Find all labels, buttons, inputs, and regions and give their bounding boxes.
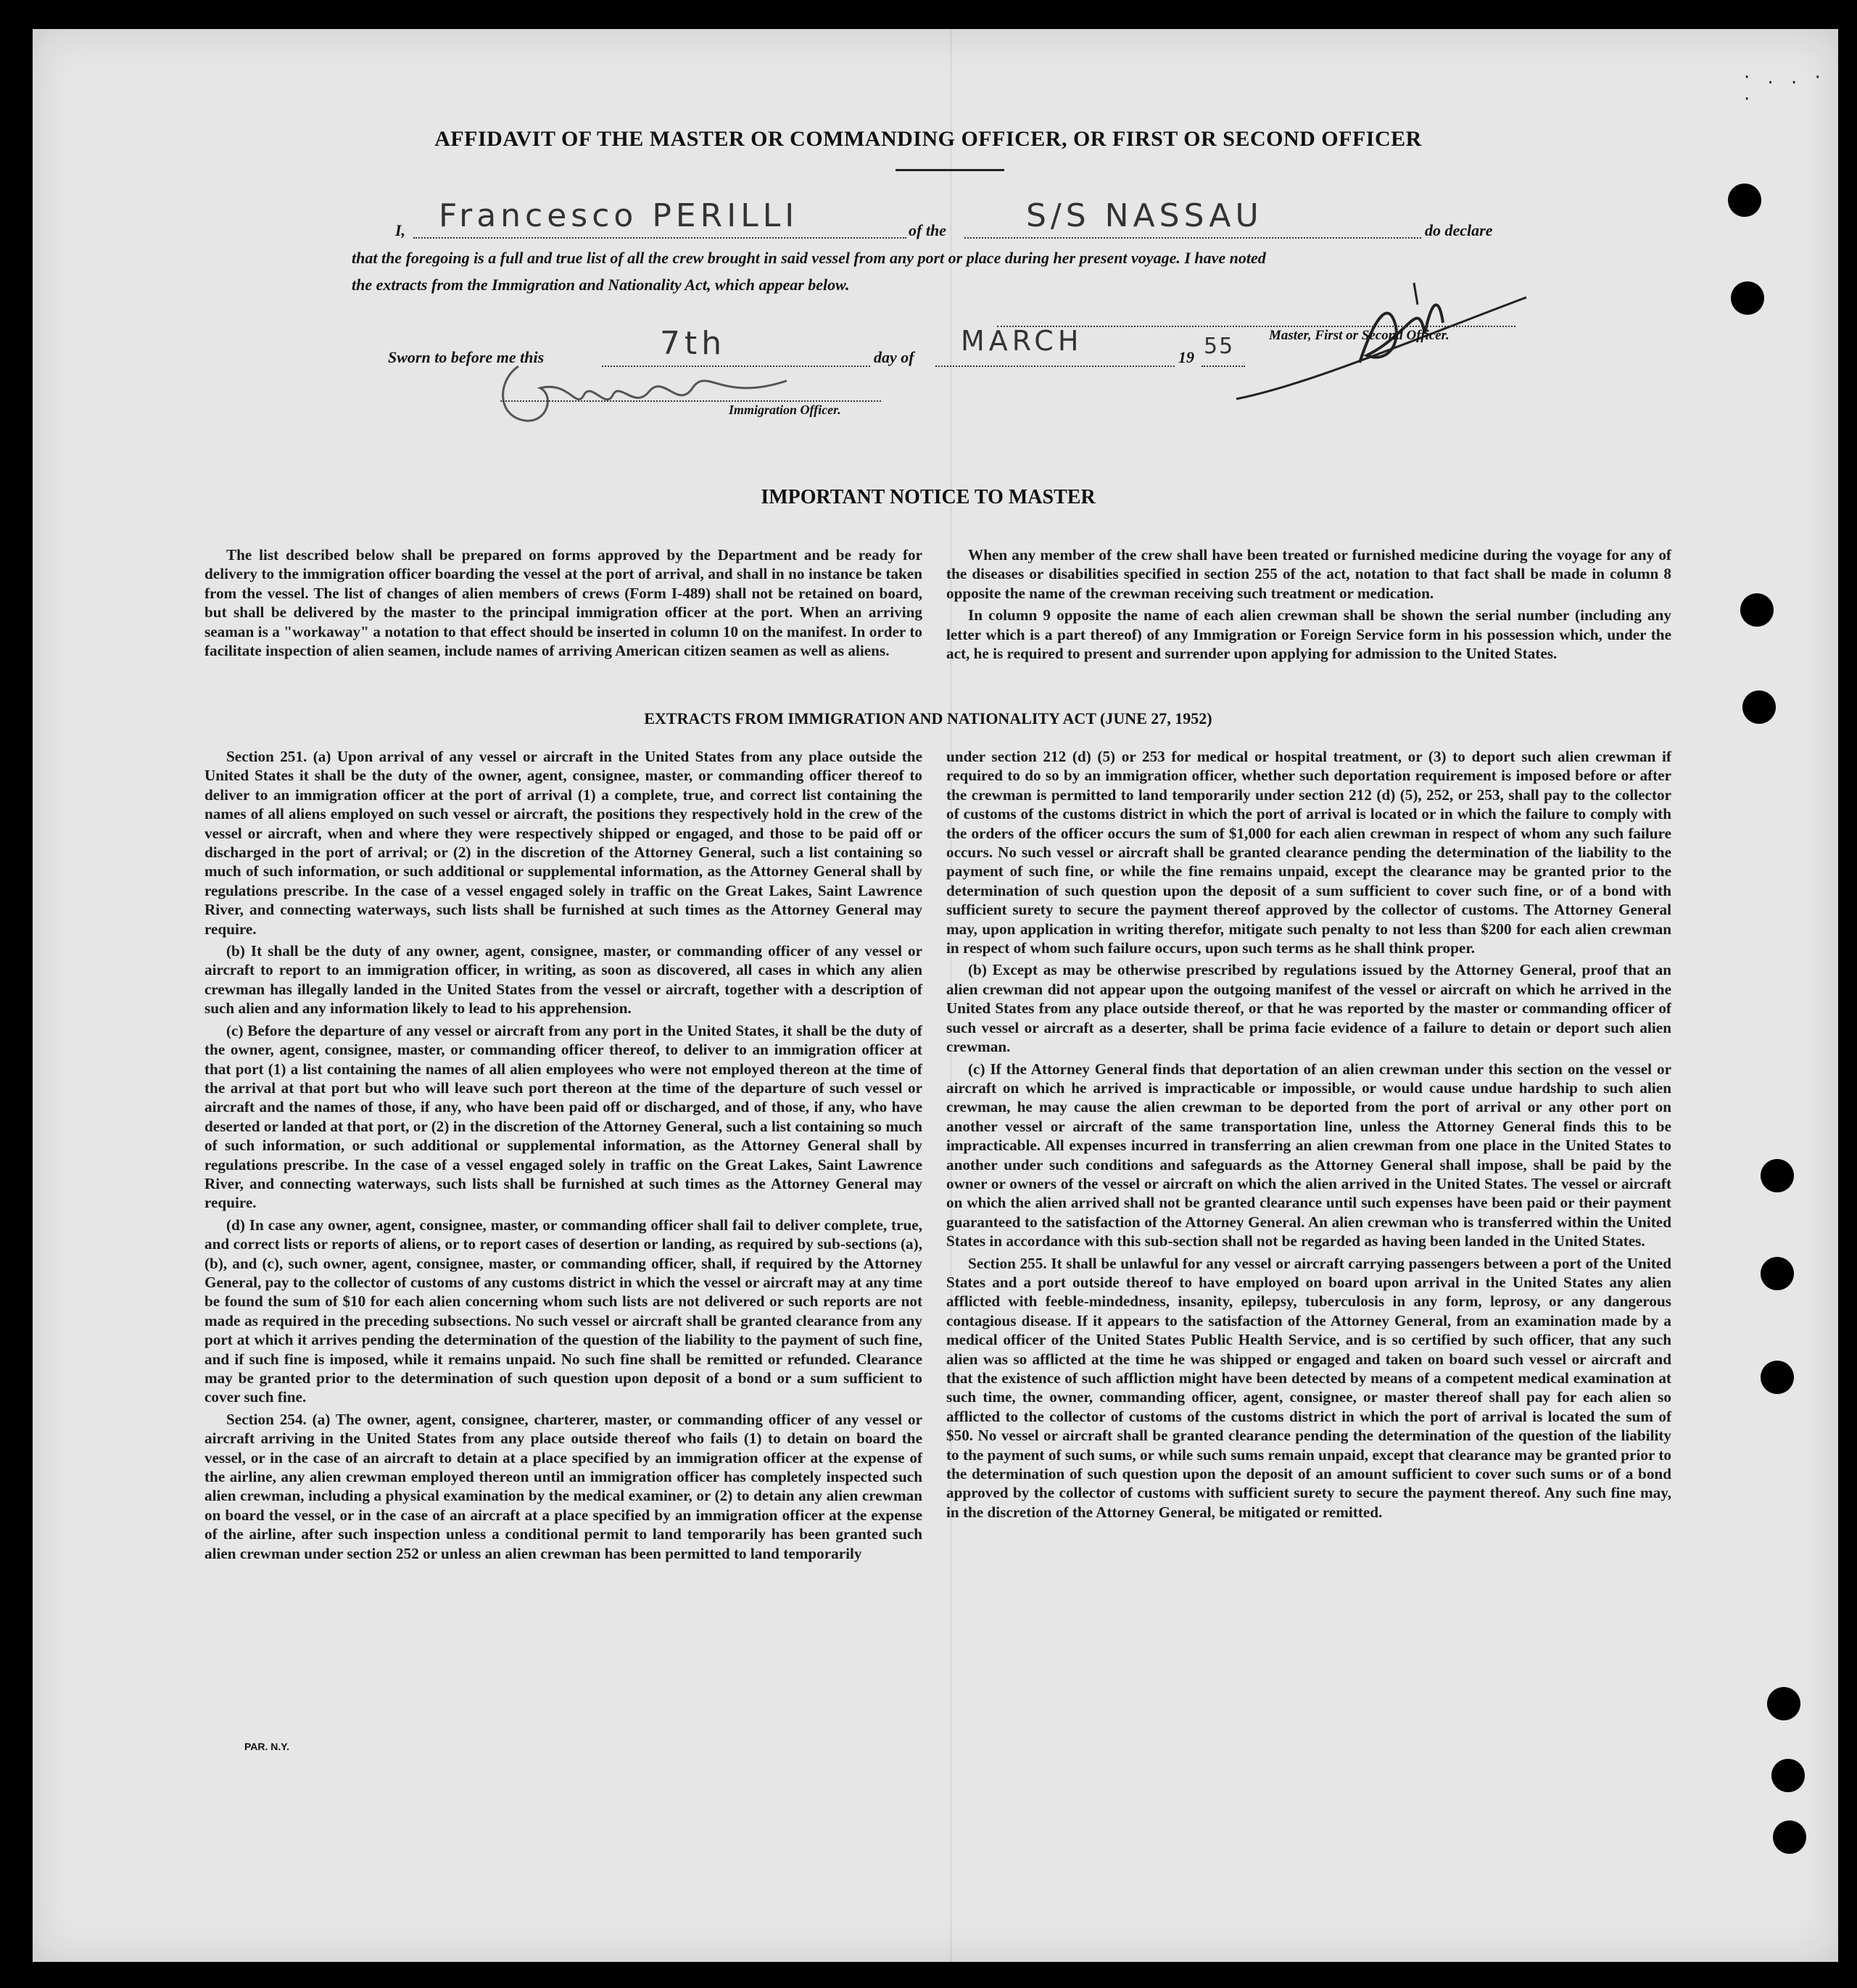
binder-hole xyxy=(1728,183,1761,217)
notice-right-paragraph-1: When any member of the crew shall have been treated or furnished medicine during the voyage for any of the diseases or disabilities specified in section 255 of the act, notation to that fact shall be made in column 8 opposite the name of the crewman receiving such treatment or medication. xyxy=(946,546,1671,602)
section-251b: (b) It shall be the duty of any owner, agent, consignee, master, or commanding officer of any vessel or aircraft to report to an immigration officer, in writing, as soon as discovered, all cases in which any alien crewman has illegally landed in the United States from the vessel or aircraft, together with a description of such alien and any information likely to lead to his apprehension. xyxy=(204,942,922,1018)
extracts-title: EXTRACTS FROM IMMIGRATION AND NATIONALITY ACT (JUNE 27, 1952) xyxy=(644,709,1212,727)
statement-line-2: the extracts from the Immigration and Nationality Act, which appear below. xyxy=(352,276,850,294)
section-251d: (d) In case any owner, agent, consignee, master, or commanding officer shall fail to deliver complete, true, and correct lists or reports of aliens, or to report cases of desertion or landing, as required by sub-sections (a), (b), and (c), such owner, agent, consignee, master, or commanding officer, shall, if required by the Attorney General, pay to the collector of customs of any customs district in which the vessel or aircraft may at any time be found the sum of $10 for each alien concerning whom such lists are not delivered or such reports are not made as required in the preceding subsections. No such vessel or aircraft shall be granted clearance from any port at which it arrives pending the determination of the question of the liability to the payment of such fine, and if such fine is imposed, while it remains unpaid. No such fine shall be remitted or refunded. Clearance may be granted prior to the determination of such question upon deposit of a bond or a sum sufficient to cover such fine. xyxy=(204,1216,922,1406)
section-254a: Section 254. (a) The owner, agent, consignee, charterer, master, or commanding officer of any vessel or aircraft arriving in the United States from any place outside thereof who fails (1) to detain on board the vessel, or in the case of an aircraft to detain at a place specified by an immigration officer at the expense of the airline, any alien crewman employed thereon until an immigration officer has completely inspected such alien crewman, including a physical examination by the medical examiner, or (2) to detain any alien crewman on board the vessel, or in the case of an aircraft at a place specified by an immigration officer at the expense of the airline, after such inspection unless a conditional permit to land temporarily has been granted such alien crewman under section 252 or unless an alien crewman has been permitted to land temporarily xyxy=(204,1410,922,1562)
binder-hole xyxy=(1761,1159,1794,1192)
binder-hole xyxy=(1740,593,1774,627)
margin-specks: · . . · · xyxy=(1744,67,1827,110)
do-declare-label: do declare xyxy=(1425,221,1493,239)
binder-hole xyxy=(1761,1257,1794,1290)
year-dotted-line xyxy=(1202,364,1245,367)
section-251a: Section 251. (a) Upon arrival of any vessel or aircraft in the United States from any place outside the United States it shall be the duty of the owner, agent, consignee, master, or commanding officer thereof to deliver to an immigration officer at the port of arrival (1) a complete, true, and correct list containing the names of all aliens employed on such vessel or aircraft, the positions they respectively hold in the crew of the vessel or aircraft, when and where they were respectively shipped or engaged, and those to be paid off or discharged in the port of arrival; or (2) in the discretion of the Attorney General, such a list containing so much of such information, or such additional or supplemental information, as the Attorney General shall by regulations prescribe. In the case of a vessel engaged solely in traffic on the Great Lakes, Saint Lawrence River, and connecting waterways, such lists shall be furnished at such times as the Attorney General may require. xyxy=(204,748,922,938)
binder-hole xyxy=(1761,1361,1794,1394)
month-dotted-line xyxy=(935,364,1175,367)
binder-hole xyxy=(1767,1687,1800,1720)
section-255: Section 255. It shall be unlawful for any vessel or aircraft carrying passengers between a port of the United States and a port outside thereof to have employed on board upon arrival in the United States any alien afflicted with feeble-mindedness, insanity, epilepsy, tuberculosis in any form, leprosy, or any dangerous contagious disease. If it appears to the satisfaction of the Attorney General, from an examination made by a medical officer of the United States Public Health Service, and is so certified by such officer, that any such alien was so afflicted at the time he was shipped or engaged and taken on board such vessel or aircraft and that the existence of such affliction might have been detected by means of a competent medical examination at such time, the owner, commanding officer, agent, consignee, or master thereof shall pay for each alien so afflicted to the collector of customs of the customs district in which the port of arrival is located the sum of $50. No vessel or aircraft shall be granted clearance pending the determination of the question of the liability to the payment of such sums, or while such sums remain unpaid, except that clearance may be granted prior to the determination of such question upon the deposit of an amount sufficient to cover such sums or of a bond approved by the collector of customs with sufficient surety to secure the payment thereof. Any such fine may, in the discretion of the Attorney General, be mitigated or remitted. xyxy=(946,1254,1671,1521)
section-251c: (c) Before the departure of any vessel or aircraft from any port in the United States, it shall be the duty of the owner, agent, consignee, master, or commanding officer thereof, to deliver to an immigration officer at that port (1) a list containing the names of all alien employees who were not employed thereon at the time of the arrival at that port but who will leave such port thereon at the time of the departure of such vessel or aircraft and the names of those, if any, who have been paid off or discharged, and of those, if any, who have deserted or landed at that port, or (2) in the discretion of the Attorney General, such a list containing so much of such information, or such additional or supplemental information, as the Attorney General shall by regulations prescribe. In the case of a vessel engaged solely in traffic on the Great Lakes, Saint Lawrence River, and connecting waterways, such lists shall be furnished at such times as the Attorney General may require. xyxy=(204,1021,922,1212)
sworn-label: Sworn to before me this xyxy=(388,348,545,366)
title-rule xyxy=(896,169,1004,171)
of-the-label: of the xyxy=(909,221,946,239)
day-handwritten: 7th xyxy=(660,325,727,362)
immigration-officer-signature xyxy=(489,352,794,432)
notice-left-paragraph: The list described below shall be prepared on forms approved by the Department and be ready for delivery to the immigration officer boarding the vessel at the port of arrival, and shall in no instance be taken from the vessel. The list of changes of alien members of crews (Form I-489) shall not be retained on board, but shall be delivered by the master to the principal immigration officer at the port. When an arriving seaman is a "workaway" a notation to that effect should be inserted in column 10 on the manifest. In order to facilitate inspection of alien seamen, include names of arriving American citizen seamen as well as aliens. xyxy=(204,546,922,660)
section-254c: (c) If the Attorney General finds that deportation of an alien crewman under this section on the vessel or aircraft on which he arrived is impracticable or impossible, or would cause undue hardship to such alien crewman, he may cause the alien crewman to be deported from the port of arrival or any other port on another vessel or aircraft of the same transportation line, unless the Attorney General finds this to be impracticable. All expenses incurred in transferring an alien crewman from one place in the United States to another under such conditions and safeguards as the Attorney General shall impose, shall be paid by the owner or owners of the vessel or aircraft on which the alien arrived in the United States. The vessel or aircraft on which the alien arrived shall not be granted clearance until such expenses have been paid or their payment guaranteed to the satisfaction of the Attorney General. An alien crewman who is transferred within the United States in accordance with this sub-section shall not be regarded as having been landed in the United States. xyxy=(946,1060,1671,1250)
vessel-handwritten: S/S NASSAU xyxy=(1026,197,1263,234)
document-page xyxy=(33,29,1838,1962)
month-handwritten: MARCH xyxy=(961,325,1083,357)
name-dotted-line xyxy=(413,236,906,239)
i-label: I, xyxy=(395,221,406,239)
extracts-right-column xyxy=(946,747,1671,1525)
binder-hole xyxy=(1742,690,1776,724)
officer-signature-line xyxy=(500,399,881,402)
printer-mark: PAR. N.Y. xyxy=(244,1741,289,1752)
statement-line-1: that the foregoing is a full and true list of all the crew brought in said vessel from any port or place during her present voyage. I have noted xyxy=(352,249,1266,267)
year-handwritten: 55 xyxy=(1204,334,1235,359)
binder-hole xyxy=(1771,1759,1805,1792)
binder-hole xyxy=(1731,281,1764,315)
notice-right-column xyxy=(946,545,1671,666)
affidavit-title: AFFIDAVIT OF THE MASTER OR COMMANDING OFFICER, OR FIRST OR SECOND OFFICER xyxy=(434,127,1422,151)
officer-caption: Immigration Officer. xyxy=(729,403,841,417)
notice-right-paragraph-2: In column 9 opposite the name of each alien crewman shall be shown the serial number (including any letter which is a part thereof) of any Immigration or Foreign Service form in his possession which, under the act, he is required to present and surrender upon applying for admission to the United States. xyxy=(946,606,1671,663)
notice-title: IMPORTANT NOTICE TO MASTER xyxy=(761,486,1096,508)
vessel-dotted-line xyxy=(964,236,1421,239)
notice-left-column xyxy=(204,545,922,663)
extracts-left-column xyxy=(204,747,922,1566)
day-of-label: day of xyxy=(874,348,914,366)
year-prefix: 19 xyxy=(1178,348,1194,366)
master-caption: Master, First or Second Officer. xyxy=(1269,328,1449,343)
section-254a-continued: under section 212 (d) (5) or 253 for medical or hospital treatment, or (3) to deport such alien crewman if required to do so by an immigration officer, whether such deportation requirement is imposed before or after the crewman is permitted to land temporarily under section 212 (d) (5), 252, or 253, shall pay to the collector of customs of the customs district in which the port of arrival is located or in which the failure to comply with the orders of the officer occurs the sum of $1,000 for each alien crewman in respect of whom any such failure occurs. No such vessel or aircraft shall be granted clearance pending the determination of the liability to the payment of such fine, or while the fine remains unpaid, except the clearance may be granted prior to the determination of such question upon the deposit of a sum sufficient to cover such fine, or of a bond with sufficient surety to secure the payment thereof approved by the collector of customs. The Attorney General may, upon application in writing therefor, mitigate such penalty to not less than $200 for each alien crewman in respect of whom such failure occurs, upon such terms as he shall think proper. xyxy=(946,748,1671,957)
binder-hole xyxy=(1773,1820,1806,1854)
section-254b: (b) Except as may be otherwise prescribed by regulations issued by the Attorney General, proof that an alien crewman did not appear upon the outgoing manifest of the vessel or aircraft on which he arrived in the United States from any place outside thereof, or that he was reported by the master or commanding officer of such vessel or aircraft as a deserter, shall be prima facie evidence of a failure to detain or deport such alien crewman. xyxy=(946,961,1671,1056)
officer-name-handwritten: Francesco PERILLI xyxy=(439,197,799,234)
